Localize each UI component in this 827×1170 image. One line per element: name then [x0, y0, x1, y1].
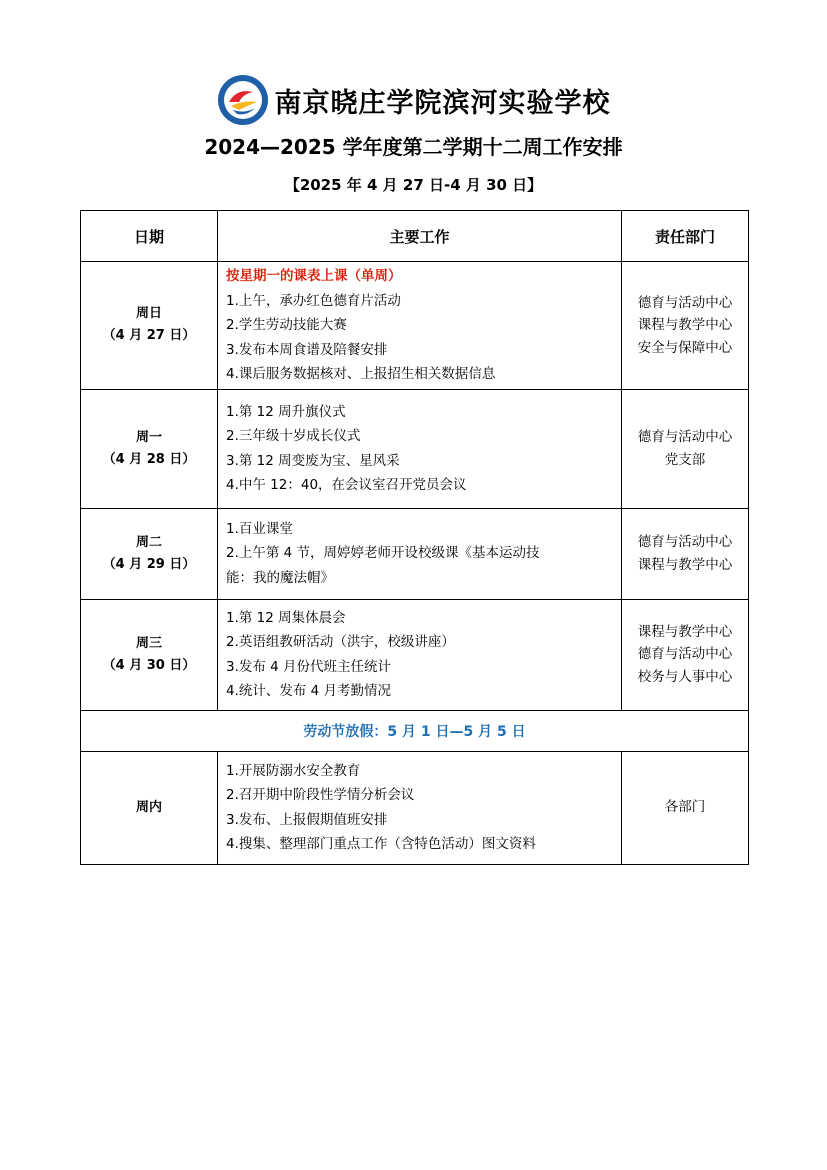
department-cell: [622, 389, 749, 508]
department-name: 党支部: [664, 451, 706, 468]
department-cell: [622, 599, 749, 710]
table-row: [81, 508, 749, 599]
school-name: 南京晓庄学院滨河实验学校: [274, 87, 611, 119]
department-name: 课程与教学中心: [637, 556, 733, 573]
day-date: （4 月 27 日）: [102, 328, 196, 344]
day-label: 周一: [135, 429, 162, 445]
task-item: 4.课后服务数据核对、上报招生相关数据信息: [226, 366, 496, 382]
tasks-cell: [218, 599, 622, 710]
task-item: 1.上午，承办红色德育片活动: [226, 292, 401, 309]
tasks-cell: [218, 389, 622, 508]
task-item: 2.召开期中阶段性学情分析会议: [226, 787, 415, 803]
holiday-row: [81, 710, 749, 751]
task-item: 1.百业课堂: [226, 520, 293, 537]
task-item: 4.搜集、整理部门重点工作（含特色活动）图文资料: [226, 836, 536, 852]
task-item: 2.学生劳动技能大赛: [226, 317, 347, 333]
tasks-cell: [218, 508, 622, 599]
task-item: 能：我的魔法帽》: [226, 569, 334, 586]
school-logo-icon: [217, 74, 269, 126]
holiday-notice: 劳动节放假：5 月 1 日—5 月 5 日: [81, 710, 749, 751]
schedule-table: [80, 210, 749, 865]
task-item: 4.统计、发布 4 月考勤情况: [226, 683, 392, 699]
schedule-note: 按星期一的课表上课（单周）: [226, 268, 402, 284]
department-name: 课程与教学中心: [637, 623, 733, 640]
table-row: [81, 389, 749, 508]
department-cell: [622, 508, 749, 599]
day-date: （4 月 28 日）: [102, 451, 196, 467]
school-banner: [0, 72, 827, 128]
task-item: 1.第 12 周升旗仪式: [226, 403, 346, 420]
table-row: [81, 262, 749, 390]
department-name: 德育与活动中心: [637, 294, 733, 311]
department-cell: [622, 751, 749, 864]
task-item: 3.第 12 周变废为宝、星风采: [226, 452, 400, 469]
task-item: 3.发布本周食谱及陪餐安排: [226, 341, 388, 358]
table-row: [81, 599, 749, 710]
day-date: （4 月 29 日）: [102, 556, 196, 572]
day-cell: [81, 389, 218, 508]
day-cell: [81, 508, 218, 599]
day-date: （4 月 30 日）: [102, 657, 196, 673]
department-name: 德育与活动中心: [637, 534, 733, 550]
table-header-row: [81, 211, 749, 262]
day-cell: [81, 751, 218, 864]
department-name: 校务与人事中心: [637, 668, 733, 685]
date-range: 【2025 年 4 月 27 日-4 月 30 日】: [284, 176, 543, 194]
day-label: 周日: [135, 306, 162, 322]
day-cell: [81, 262, 218, 390]
task-item: 4.中午 12：40，在会议室召开党员会议: [226, 477, 467, 493]
document-title: 2024—2025 学年度第二学期十二周工作安排: [204, 135, 623, 159]
table-row: [81, 751, 749, 864]
department-name: 各部门: [664, 799, 706, 816]
header-main-work: 主要工作: [218, 211, 622, 262]
document-header: [0, 72, 827, 196]
department-name: 课程与教学中心: [637, 317, 733, 333]
day-label: 周三: [135, 635, 162, 651]
tasks-cell: [218, 262, 622, 390]
day-label: 周内: [135, 799, 162, 815]
task-item: 2.上午第 4 节，周婷婷老师开设校级课《基本运动技: [226, 545, 540, 562]
day-label: 周二: [135, 534, 162, 550]
task-item: 3.发布、上报假期值班安排: [226, 811, 388, 828]
day-cell: [81, 599, 218, 710]
task-item: 1.第 12 周集体晨会: [226, 609, 346, 626]
task-item: 2.英语组教研活动（洪宇，校级讲座）: [226, 634, 455, 650]
task-item: 3.发布 4 月份代班主任统计: [226, 658, 392, 675]
header-department: 责任部门: [622, 211, 749, 262]
task-item: 2.三年级十岁成长仪式: [226, 428, 361, 444]
tasks-cell: [218, 751, 622, 864]
department-name: 德育与活动中心: [637, 429, 733, 445]
task-item: 1.开展防溺水安全教育: [226, 762, 361, 779]
header-date: 日期: [81, 211, 218, 262]
department-name: 安全与保障中心: [637, 339, 733, 356]
department-cell: [622, 262, 749, 390]
department-name: 德育与活动中心: [637, 646, 733, 663]
